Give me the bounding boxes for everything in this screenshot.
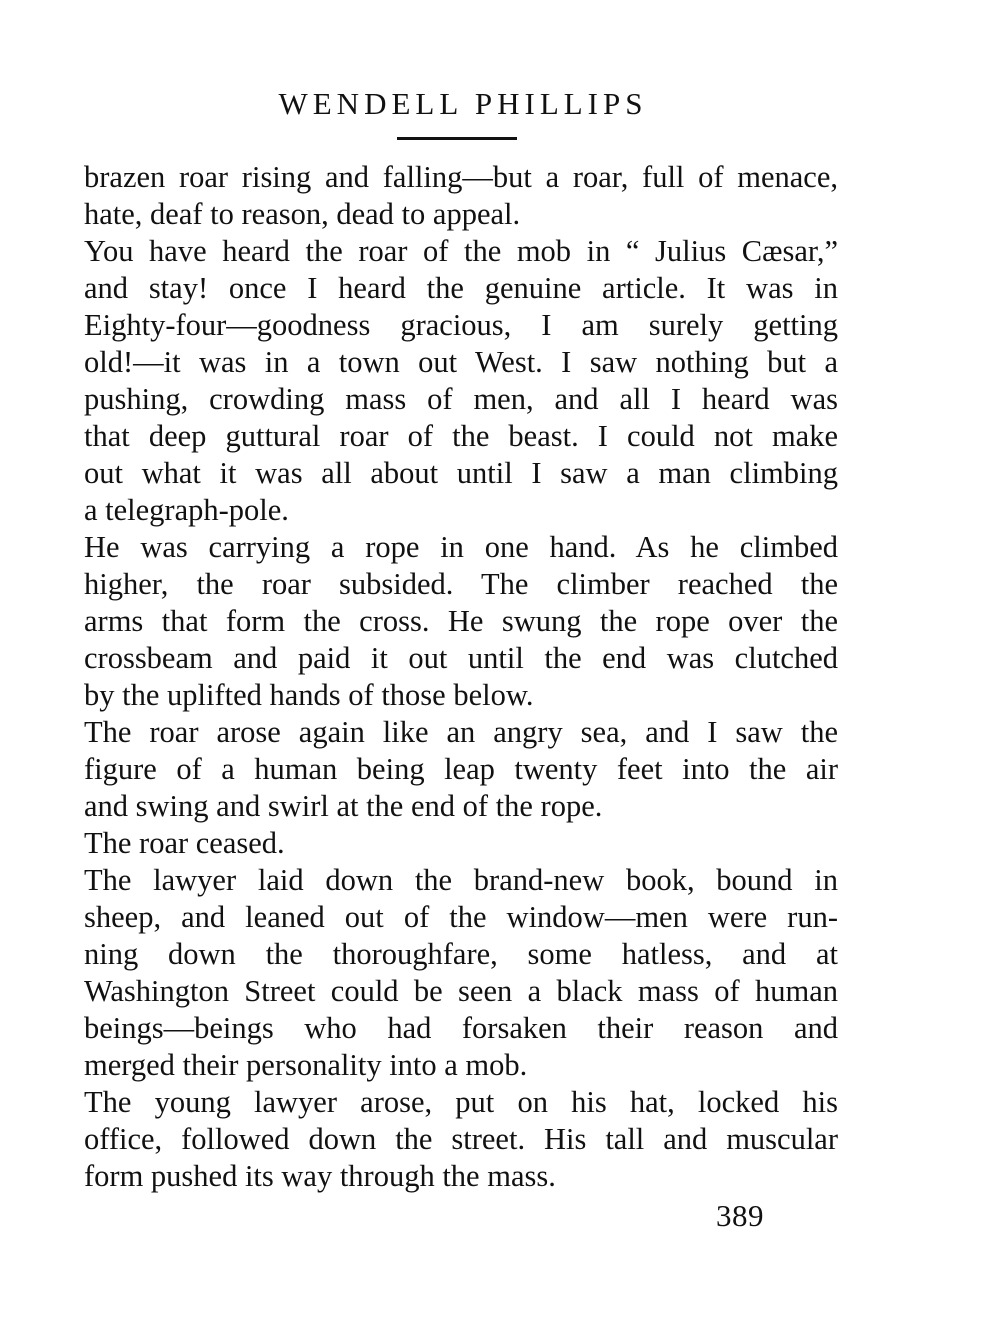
paragraph [84, 529, 838, 714]
text-line: Eighty-four—goodness gracious, I am surely getting [84, 308, 838, 342]
text-line: higher, the roar subsided. The climber reached the [84, 567, 838, 601]
text-line: out what it was all about until I saw a man climbing [84, 456, 838, 490]
body-text [84, 159, 838, 1195]
text-line: arms that form the cross. He swung the rope over the [84, 604, 838, 638]
text-line: beings—beings who had forsaken their reason and [84, 1011, 838, 1045]
paragraph [84, 1084, 838, 1195]
text-line: by the uplifted hands of those below. [84, 678, 534, 712]
text-line: You have heard the roar of the mob in “ Julius Cæsar,” [84, 234, 838, 268]
text-line: that deep guttural roar of the beast. I could not make [84, 419, 838, 453]
text-line: Washington Street could be seen a black mass of human [84, 974, 838, 1008]
paragraph [84, 159, 838, 233]
text-line: office, followed down the street. His tall and muscular [84, 1122, 838, 1156]
text-line: brazen roar rising and falling—but a roar, full of menace, [84, 160, 838, 194]
head-rule [397, 137, 517, 140]
text-line: and stay! once I heard the genuine article. It was in [84, 271, 838, 305]
paragraph [84, 825, 838, 862]
text-line: figure of a human being leap twenty feet into the air [84, 752, 838, 786]
text-line: He was carrying a rope in one hand. As he climbed [84, 530, 838, 564]
text-line: The roar arose again like an angry sea, and I saw the [84, 715, 838, 749]
text-line: The lawyer laid down the brand-new book, bound in [84, 863, 838, 897]
paragraph [84, 233, 838, 529]
text-line: and swing and swirl at the end of the rope. [84, 789, 603, 823]
text-line: form pushed its way through the mass. [84, 1159, 556, 1193]
text-line: sheep, and leaned out of the window—men were run- [84, 900, 838, 934]
text-line: merged their personality into a mob. [84, 1048, 528, 1082]
page-number: 389 [716, 1198, 764, 1233]
text-line: a telegraph-pole. [84, 493, 289, 527]
running-head: WENDELL PHILLIPS [278, 86, 648, 121]
text-line: old!—it was in a town out West. I saw nothing but a [84, 345, 838, 379]
text-line: ning down the thoroughfare, some hatless, and at [84, 937, 838, 971]
text-line: crossbeam and paid it out until the end was clutched [84, 641, 838, 675]
paragraph [84, 862, 838, 1084]
text-line: hate, deaf to reason, dead to appeal. [84, 197, 521, 231]
text-line: The young lawyer arose, put on his hat, locked his [84, 1085, 838, 1119]
paragraph [84, 714, 838, 825]
text-line: The roar ceased. [84, 826, 285, 860]
text-line: pushing, crowding mass of men, and all I heard was [84, 382, 838, 416]
